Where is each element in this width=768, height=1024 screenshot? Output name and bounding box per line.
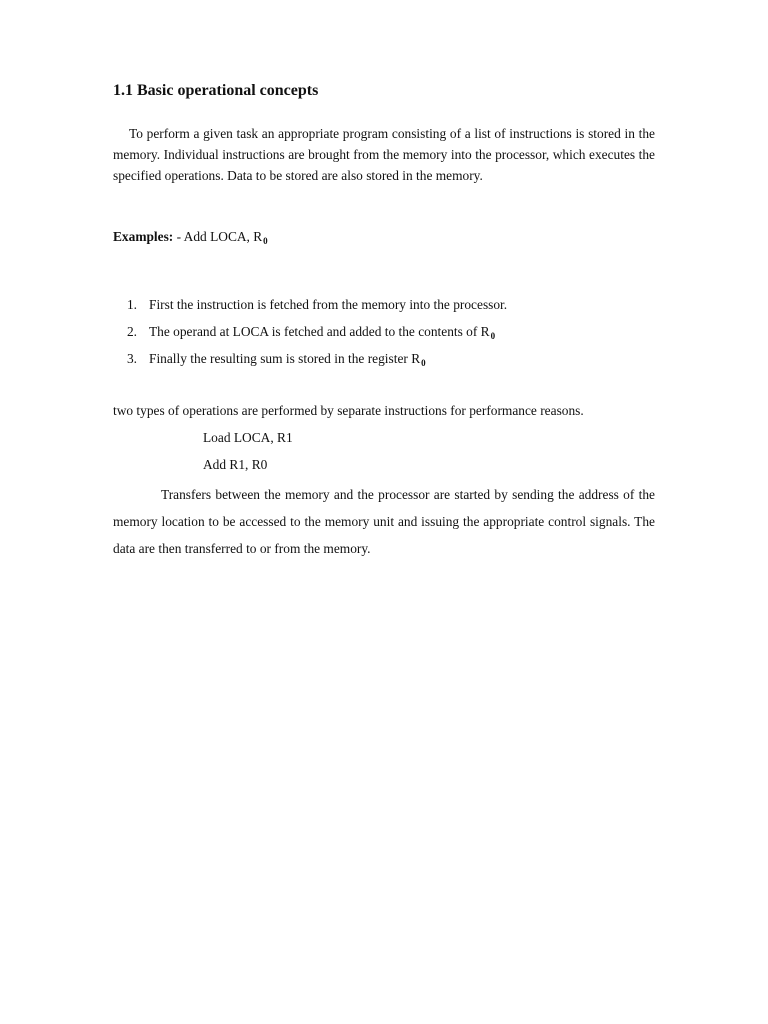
- code-line-add: Add R1, R0: [203, 457, 268, 472]
- examples-text: - Add LOCA, R: [173, 229, 263, 244]
- list-item: [113, 348, 508, 375]
- step-subscript: 0: [490, 331, 496, 341]
- step-number: 3.: [126, 351, 137, 366]
- intro-paragraph: To perform a given task an appropriate program consisting of a list of instructions is stored in the memory. Individual instructions are brought from the memory into the processor, which executes the specified operations. Data to be stored are also stored in the memory.: [113, 126, 655, 183]
- examples-label: Examples:: [113, 229, 174, 244]
- step-number: 1.: [126, 297, 137, 312]
- step-text: The operand at LOCA is fetched and added to the contents of R: [149, 324, 490, 339]
- operations-paragraph: two types of operations are performed by separate instructions for performance reasons.: [113, 403, 584, 418]
- list-item: [113, 321, 508, 348]
- step-text: Finally the resulting sum is stored in the register R: [149, 351, 421, 366]
- list-item: [113, 294, 508, 321]
- step-subscript: 0: [421, 358, 426, 368]
- transfer-paragraph: Transfers between the memory and the processor are started by sending the address of the memory location to be accessed to the memory unit and issuing the appropriate control signals. The data are then transferred to or from the memory.: [113, 487, 655, 556]
- examples-line: [113, 226, 268, 249]
- examples-subscript: 0: [263, 236, 268, 246]
- section-heading: 1.1 Basic operational concepts: [113, 82, 319, 99]
- step-number: 2.: [126, 324, 137, 339]
- code-line-load: Load LOCA, R1: [203, 430, 293, 445]
- step-text: First the instruction is fetched from the memory into the processor.: [149, 297, 508, 312]
- steps-list: [113, 294, 508, 375]
